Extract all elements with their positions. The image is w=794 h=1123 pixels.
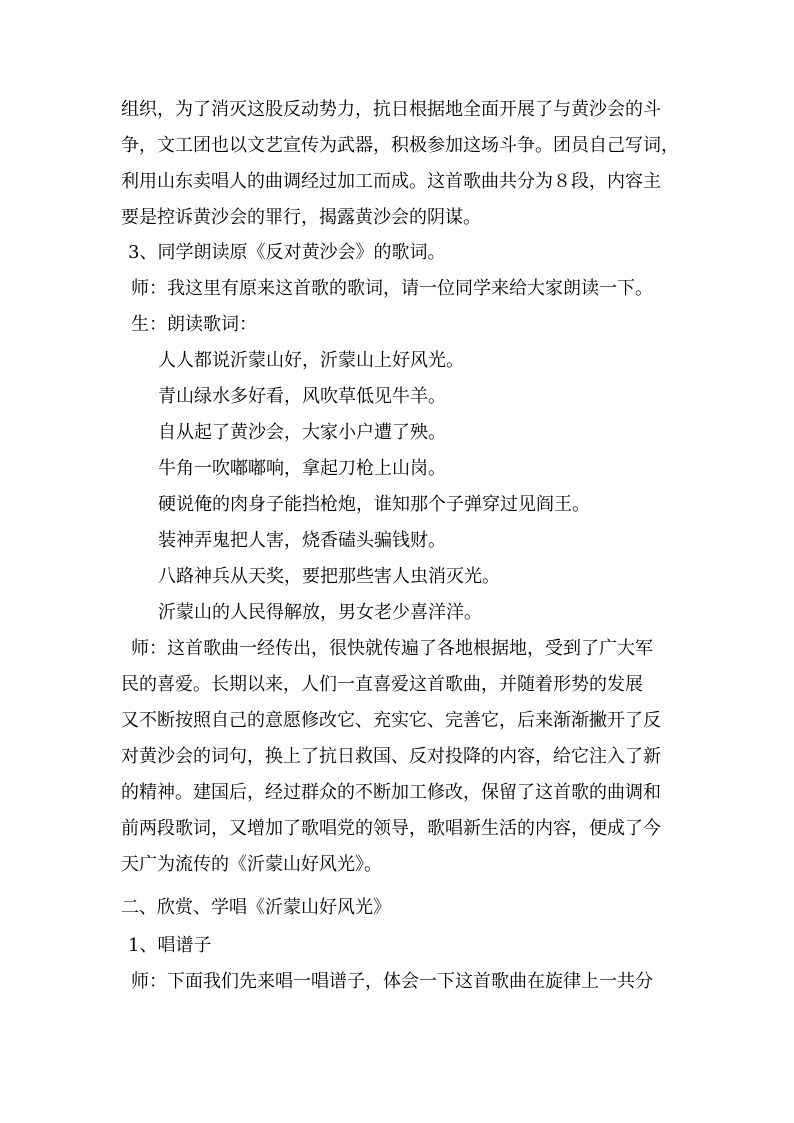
lyric-line: 自从起了黄沙会，大家小户遭了殃。	[158, 422, 446, 443]
paragraph-line: 又不断按照自己的意愿修改它、充实它、完善它，后来渐渐撇开了反	[121, 710, 661, 731]
paragraph-line: 利用山东卖唱人的曲调经过加工而成。这首歌曲共分为８段，内容主	[121, 171, 661, 192]
teacher-line: 师：我这里有原来这首歌的歌词，请一位同学来给大家朗读一下。	[131, 278, 653, 299]
teacher-line: 师：下面我们先来唱一唱谱子，体会一下这首歌曲在旋律上一共分	[131, 971, 653, 992]
lyric-line: 人人都说沂蒙山好，沂蒙山上好风光。	[158, 350, 464, 371]
lyric-line: 装神弄鬼把人害，烧香磕头骗钱财。	[158, 530, 446, 551]
lyric-line: 硬说俺的肉身子能挡枪炮，谁知那个子弹穿过见阎王。	[158, 494, 590, 515]
paragraph-line: 前两段歌词，又增加了歌唱党的领导，歌唱新生活的内容，便成了今	[121, 818, 661, 839]
student-line: 生：朗读歌词：	[131, 314, 257, 335]
lyric-line: 八路神兵从天奖，要把那些害人虫消灭光。	[158, 566, 500, 587]
numbered-item: 3、同学朗读原《反对黄沙会》的歌词。	[128, 242, 446, 263]
teacher-line: 师：这首歌曲一经传出，很快就传遍了各地根据地，受到了广大军	[131, 638, 653, 659]
paragraph-line: 天广为流传的《沂蒙山好风光》。	[121, 854, 382, 875]
lyric-line: 青山绿水多好看，风吹草低见牛羊。	[158, 386, 446, 407]
lyric-line: 牛角一吹嘟嘟响，拿起刀枪上山岗。	[158, 458, 446, 479]
paragraph-line: 组织，为了消灭这股反动势力，抗日根据地全面开展了与黄沙会的斗	[121, 99, 661, 120]
numbered-item: 1、唱谱子	[128, 935, 212, 956]
section-heading: 二、欣赏、学唱《沂蒙山好风光》	[121, 897, 391, 918]
paragraph-line: 的精神。建国后，经过群众的不断加工修改，保留了这首歌的曲调和	[121, 782, 661, 803]
paragraph-line: 要是控诉黄沙会的罪行，揭露黄沙会的阴谋。	[121, 207, 481, 228]
paragraph-line: 对黄沙会的词句，换上了抗日救国、反对投降的内容，给它注入了新	[121, 746, 661, 767]
paragraph-line: 争，文工团也以文艺宣传为武器，积极参加这场斗争。团员自己写词，	[121, 135, 679, 156]
paragraph-line: 民的喜爱。长期以来，人们一直喜爱这首歌曲，并随着形势的发展	[121, 674, 643, 695]
lyric-line: 沂蒙山的人民得解放，男女老少喜洋洋。	[158, 602, 482, 623]
